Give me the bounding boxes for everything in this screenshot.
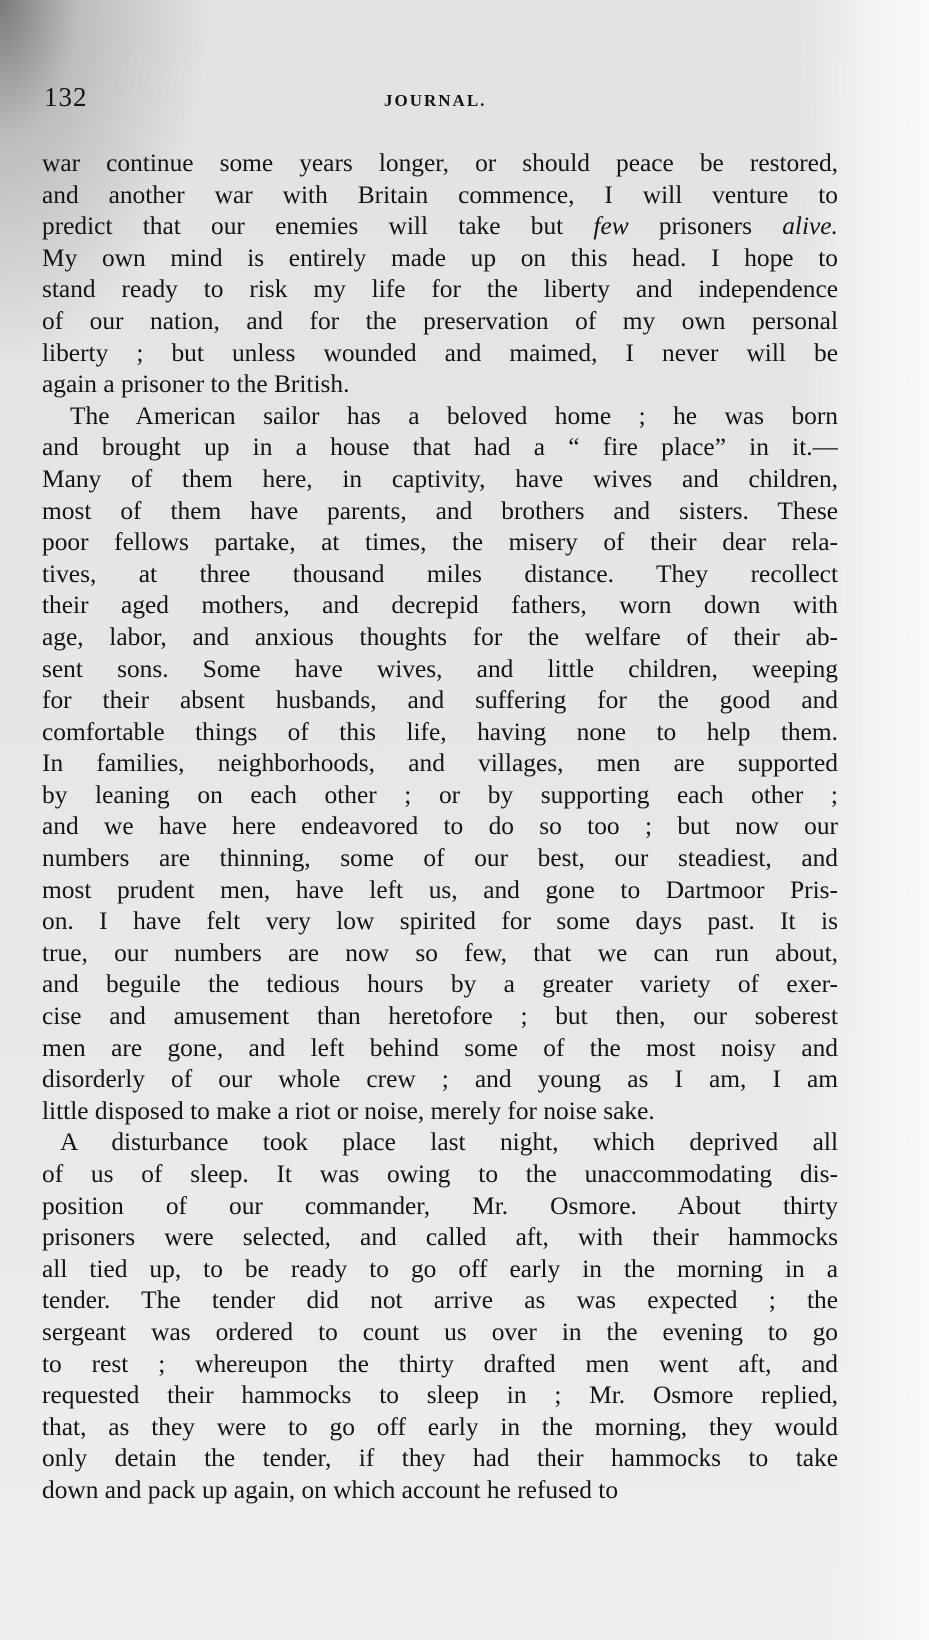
text-line: disorderly of our whole crew ; and young as I am, I am	[42, 1065, 838, 1094]
paragraph	[42, 148, 838, 401]
text-line: and brought up in a house that had a “ fire place” in it.—	[42, 433, 838, 462]
text-line: tives, at three thousand miles distance. They recollect	[42, 559, 838, 588]
text-line: that, as they were to go off early in the morning, they would	[42, 1412, 838, 1441]
text-line: stand ready to risk my life for the liberty and independence	[42, 275, 838, 304]
text-line: tender. The tender did not arrive as was expected ; the	[42, 1286, 838, 1315]
text-line: on. I have felt very low spirited for some days past. It is	[42, 907, 838, 936]
running-head: JOURNAL.	[384, 91, 487, 110]
text-line: down and pack up again, on which account he refused to	[42, 1475, 619, 1504]
text-line: most prudent men, have left us, and gone to Dartmoor Pris-	[42, 875, 838, 904]
text-line: to rest ; whereupon the thirty drafted men went aft, and	[42, 1349, 838, 1378]
text-line: by leaning on each other ; or by supporting each other ;	[42, 780, 838, 809]
text-line: and we have here endeavored to do so too ; but now our	[42, 812, 838, 841]
body-text	[42, 148, 838, 1507]
text-line: A disturbance took place last night, which deprived all	[60, 1128, 838, 1157]
text-line: poor fellows partake, at times, the misery of their dear rela-	[42, 528, 838, 557]
text-line: age, labor, and anxious thoughts for the welfare of their ab-	[42, 622, 838, 651]
text-line: of our nation, and for the preservation of my own personal	[42, 306, 838, 335]
text-line: war continue some years longer, or should peace be restored,	[42, 149, 838, 177]
text-line: sergeant was ordered to count us over in the evening to go	[42, 1317, 838, 1346]
text-line: requested their hammocks to sleep in ; Mr. Osmore replied,	[42, 1381, 838, 1410]
text-line: for their absent husbands, and suffering for the good and	[42, 686, 838, 715]
text-line: predict that our enemies will take but few prisoners alive.	[42, 212, 838, 241]
text-line: The American sailor has a beloved home ; he was born	[70, 401, 838, 430]
text-line: of us of sleep. It was owing to the unaccommodating dis-	[42, 1160, 838, 1188]
page-header	[44, 82, 844, 116]
text-line: sent sons. Some have wives, and little children, weeping	[42, 654, 838, 683]
text-line: Many of them here, in captivity, have wives and children,	[42, 464, 838, 493]
text-line: men are gone, and left behind some of the most noisy and	[42, 1033, 838, 1062]
text-line: My own mind is entirely made up on this head. I hope to	[42, 243, 838, 272]
text-line: and another war with Britain commence, I will venture to	[42, 180, 838, 209]
text-line: their aged mothers, and decrepid fathers, worn down with	[42, 591, 838, 620]
text-line: only detain the tender, if they had their hammocks to take	[42, 1444, 838, 1473]
text-line: all tied up, to be ready to go off early in the morning in a	[42, 1254, 838, 1283]
text-line: position of our commander, Mr. Osmore. About thirty	[42, 1191, 838, 1220]
text-line: liberty ; but unless wounded and maimed, I never will be	[42, 338, 838, 367]
text-line: In families, neighborhoods, and villages, men are supported	[42, 749, 838, 778]
text-line: most of them have parents, and brothers and sisters. These	[42, 496, 838, 525]
text-line: comfortable things of this life, having none to help them.	[42, 717, 838, 746]
text-line: prisoners were selected, and called aft, with their hammocks	[42, 1223, 838, 1252]
page-number: 132	[44, 82, 88, 112]
text-line: cise and amusement than heretofore ; but then, our soberest	[42, 1002, 838, 1031]
text-line: little disposed to make a riot or noise, merely for noise sake.	[42, 1096, 655, 1125]
text-line: again a prisoner to the British.	[42, 370, 350, 399]
text-line: numbers are thinning, some of our best, our steadiest, and	[42, 844, 838, 873]
text-line: true, our numbers are now so few, that we can run about,	[42, 938, 838, 967]
paragraph	[42, 401, 838, 1128]
text-line: and beguile the tedious hours by a greater variety of exer-	[42, 970, 838, 999]
paragraph	[42, 1127, 838, 1506]
